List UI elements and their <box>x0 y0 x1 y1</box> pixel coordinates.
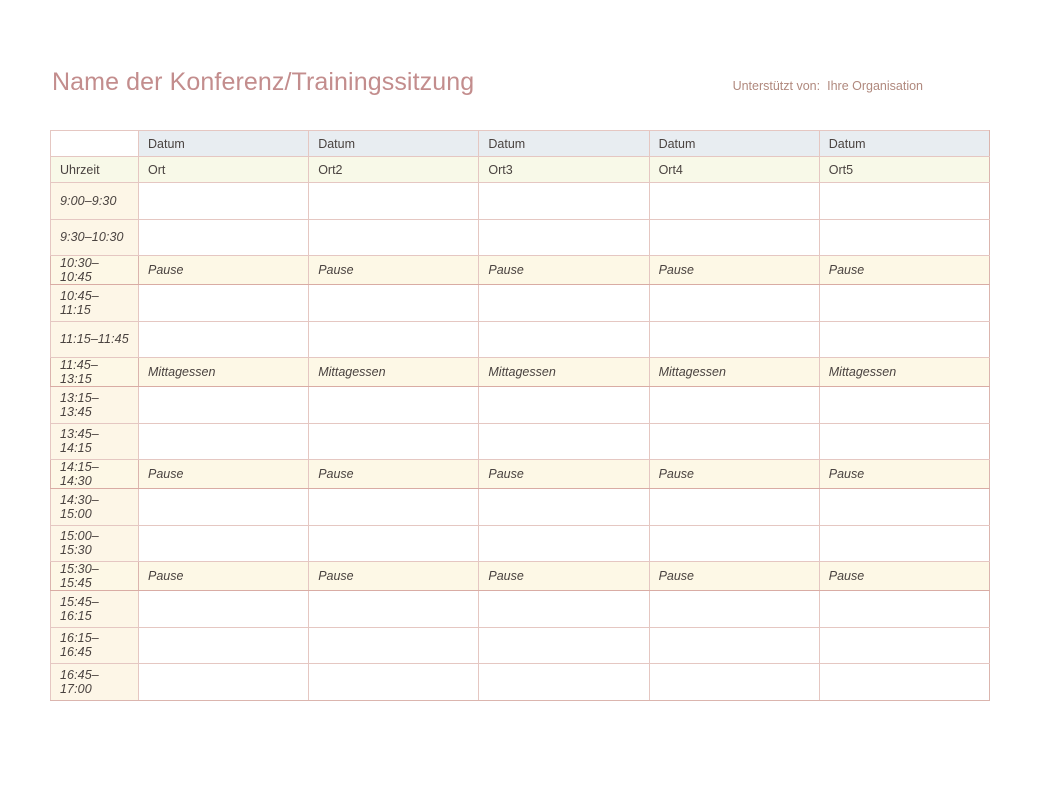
session-cell[interactable] <box>309 285 479 322</box>
session-cell[interactable] <box>309 387 479 424</box>
break-cell[interactable]: Pause <box>819 562 989 591</box>
session-cell[interactable] <box>649 423 819 460</box>
sponsor-value[interactable]: Ihre Organisation <box>827 79 923 93</box>
session-cell[interactable] <box>479 321 649 358</box>
time-column-header: Uhrzeit <box>51 157 139 183</box>
break-cell[interactable]: Mittagessen <box>139 358 309 387</box>
break-cell[interactable]: Pause <box>649 562 819 591</box>
date-header-cell-5[interactable]: Datum <box>819 131 989 157</box>
time-slot-label: 10:45–11:15 <box>51 285 139 322</box>
break-cell[interactable]: Pause <box>649 256 819 285</box>
break-cell[interactable]: Pause <box>139 460 309 489</box>
session-cell[interactable] <box>819 219 989 256</box>
session-cell[interactable] <box>819 285 989 322</box>
session-cell[interactable] <box>479 489 649 526</box>
session-cell[interactable] <box>309 321 479 358</box>
session-cell[interactable] <box>309 489 479 526</box>
session-cell[interactable] <box>819 664 989 701</box>
table-row <box>51 423 990 460</box>
break-cell[interactable]: Pause <box>139 256 309 285</box>
table-row <box>51 183 990 220</box>
break-cell[interactable]: Pause <box>479 256 649 285</box>
corner-cell <box>51 131 139 157</box>
venue-header-cell-4[interactable]: Ort4 <box>649 157 819 183</box>
table-row <box>51 664 990 701</box>
break-cell[interactable]: Pause <box>819 256 989 285</box>
session-cell[interactable] <box>139 489 309 526</box>
page-title: Name der Konferenz/Trainingssitzung <box>52 68 475 96</box>
session-cell[interactable] <box>649 183 819 220</box>
session-cell[interactable] <box>819 489 989 526</box>
date-header-cell-1[interactable]: Datum <box>139 131 309 157</box>
table-row <box>51 321 990 358</box>
time-slot-label: 9:00–9:30 <box>51 183 139 220</box>
date-header-row <box>51 131 990 157</box>
session-cell[interactable] <box>649 219 819 256</box>
schedule-head <box>51 131 990 183</box>
time-slot-label: 11:45–13:15 <box>51 358 139 387</box>
session-cell[interactable] <box>819 627 989 664</box>
sponsor-line <box>733 79 923 93</box>
session-cell[interactable] <box>309 664 479 701</box>
session-cell[interactable] <box>649 387 819 424</box>
table-row <box>51 285 990 322</box>
schedule-table <box>50 130 990 701</box>
break-cell[interactable]: Pause <box>309 562 479 591</box>
session-cell[interactable] <box>649 285 819 322</box>
time-slot-label: 13:15–13:45 <box>51 387 139 424</box>
session-cell[interactable] <box>479 525 649 562</box>
break-cell[interactable]: Mittagessen <box>819 358 989 387</box>
session-cell[interactable] <box>309 627 479 664</box>
session-cell[interactable] <box>139 591 309 628</box>
session-cell[interactable] <box>139 664 309 701</box>
session-cell[interactable] <box>479 591 649 628</box>
session-cell[interactable] <box>139 321 309 358</box>
time-slot-label: 16:45–17:00 <box>51 664 139 701</box>
session-cell[interactable] <box>649 525 819 562</box>
session-cell[interactable] <box>309 525 479 562</box>
session-cell[interactable] <box>139 285 309 322</box>
session-cell[interactable] <box>139 387 309 424</box>
break-cell[interactable]: Mittagessen <box>309 358 479 387</box>
table-row <box>51 256 990 285</box>
session-cell[interactable] <box>649 321 819 358</box>
session-cell[interactable] <box>479 664 649 701</box>
break-cell[interactable]: Mittagessen <box>479 358 649 387</box>
table-row <box>51 460 990 489</box>
date-header-cell-2[interactable]: Datum <box>309 131 479 157</box>
table-row <box>51 525 990 562</box>
session-cell[interactable] <box>819 387 989 424</box>
time-slot-label: 15:00–15:30 <box>51 525 139 562</box>
time-slot-label: 11:15–11:45 <box>51 321 139 358</box>
venue-header-cell-5[interactable]: Ort5 <box>819 157 989 183</box>
session-cell[interactable] <box>309 591 479 628</box>
session-cell[interactable] <box>139 219 309 256</box>
session-cell[interactable] <box>649 591 819 628</box>
break-cell[interactable]: Pause <box>309 460 479 489</box>
schedule-table-wrapper <box>50 130 989 701</box>
time-slot-label: 13:45–14:15 <box>51 423 139 460</box>
date-header-cell-3[interactable]: Datum <box>479 131 649 157</box>
session-cell[interactable] <box>819 423 989 460</box>
schedule-body <box>51 183 990 701</box>
break-cell[interactable]: Pause <box>819 460 989 489</box>
time-slot-label: 15:30–15:45 <box>51 562 139 591</box>
session-cell[interactable] <box>819 525 989 562</box>
session-cell[interactable] <box>479 627 649 664</box>
time-slot-label: 14:15–14:30 <box>51 460 139 489</box>
break-cell[interactable]: Pause <box>479 460 649 489</box>
session-cell[interactable] <box>479 285 649 322</box>
table-row <box>51 358 990 387</box>
break-cell[interactable]: Pause <box>649 460 819 489</box>
break-cell[interactable]: Pause <box>139 562 309 591</box>
session-cell[interactable] <box>649 664 819 701</box>
table-row <box>51 627 990 664</box>
venue-header-cell-2[interactable]: Ort2 <box>309 157 479 183</box>
venue-header-cell-3[interactable]: Ort3 <box>479 157 649 183</box>
table-row <box>51 489 990 526</box>
sponsor-label: Unterstützt von: <box>732 79 821 93</box>
session-cell[interactable] <box>819 321 989 358</box>
time-slot-label: 16:15–16:45 <box>51 627 139 664</box>
session-cell[interactable] <box>649 627 819 664</box>
venue-header-row <box>51 157 990 183</box>
session-cell[interactable] <box>819 591 989 628</box>
session-cell[interactable] <box>479 423 649 460</box>
session-cell[interactable] <box>139 183 309 220</box>
session-cell[interactable] <box>479 219 649 256</box>
session-cell[interactable] <box>479 387 649 424</box>
session-cell[interactable] <box>139 525 309 562</box>
table-row <box>51 387 990 424</box>
time-slot-label: 9:30–10:30 <box>51 219 139 256</box>
table-row <box>51 219 990 256</box>
session-cell[interactable] <box>819 183 989 220</box>
date-header-cell-4[interactable]: Datum <box>649 131 819 157</box>
time-slot-label: 15:45–16:15 <box>51 591 139 628</box>
session-cell[interactable] <box>139 423 309 460</box>
venue-header-cell-1[interactable]: Ort <box>139 157 309 183</box>
session-cell[interactable] <box>309 423 479 460</box>
session-cell[interactable] <box>139 627 309 664</box>
session-cell[interactable] <box>479 183 649 220</box>
table-row <box>51 591 990 628</box>
break-cell[interactable]: Mittagessen <box>649 358 819 387</box>
time-slot-label: 14:30–15:00 <box>51 489 139 526</box>
time-slot-label: 10:30–10:45 <box>51 256 139 285</box>
break-cell[interactable]: Pause <box>309 256 479 285</box>
session-cell[interactable] <box>309 183 479 220</box>
break-cell[interactable]: Pause <box>479 562 649 591</box>
table-row <box>51 562 990 591</box>
session-cell[interactable] <box>649 489 819 526</box>
session-cell[interactable] <box>309 219 479 256</box>
